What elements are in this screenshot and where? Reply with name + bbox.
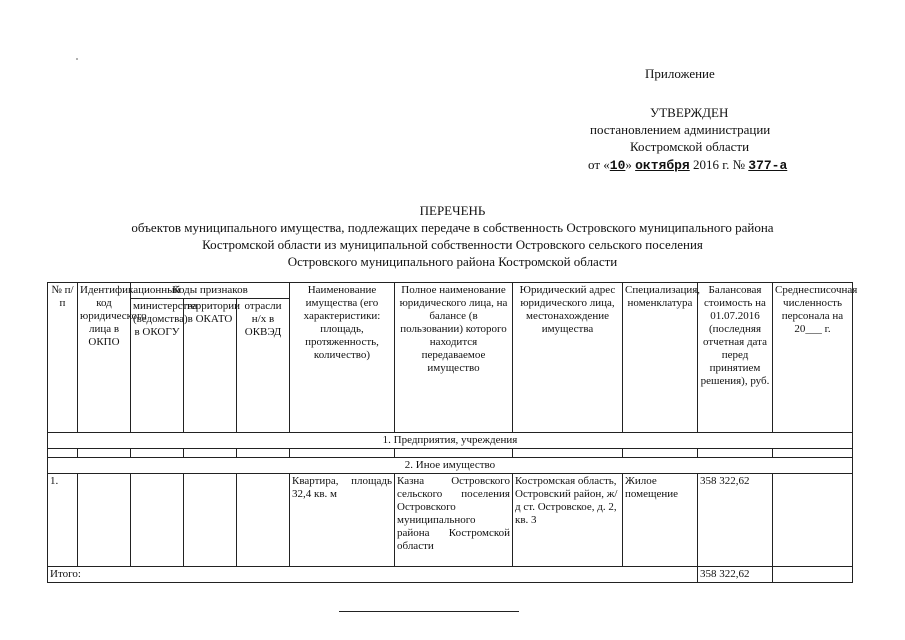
property-list-table [47, 282, 858, 583]
decree-number: 377-а [748, 158, 788, 173]
total-value: 358 322,62 [698, 567, 773, 583]
col-header-id: Идентификационный код юридического лица в ОКПО [78, 283, 131, 433]
col-header-staff: Среднесписочная численность персонала на 20___ г. [773, 283, 853, 433]
decree-date-line [588, 157, 787, 173]
total-row [48, 567, 853, 583]
approved-by-line: постановлением администрации [590, 122, 771, 137]
row-value: 358 322,62 [698, 474, 773, 567]
date-day: 10 [609, 158, 626, 173]
section-1-header: 1. Предприятия, учреждения [48, 433, 853, 449]
col-header-spec: Специализация, номенклатура [623, 283, 698, 433]
region-line: Костромской области [630, 139, 750, 154]
row-name: Квартира, площадь 32,4 кв. м [290, 474, 395, 567]
col-header-num: № п/п [48, 283, 78, 433]
appendix-label: Приложение [645, 66, 715, 81]
col-header-territory: территории в ОКАТО [184, 299, 237, 433]
row-spec: Жилое помещение [623, 474, 698, 567]
col-header-address: Юридический адрес юридического лица, местонахождение имущества [513, 283, 623, 433]
title-line-3: Островского муниципального района Костромской области [287, 254, 618, 269]
table-row [48, 474, 853, 567]
col-header-name: Наименование имущества (его характеристики: площадь, протяженность, количество) [290, 283, 395, 433]
date-year: 2016 г. № [692, 157, 746, 172]
col-header-fullname: Полное наименование юридического лица, на балансе (в пользовании) которого находится передаваемое имущество [395, 283, 513, 433]
footer-divider [339, 611, 519, 612]
document-title: ПЕРЕЧЕНЬ [419, 203, 486, 218]
col-header-ministry: министерства (ведомства) в ОКОГУ [131, 299, 184, 433]
col-header-codes: Коды признаков [131, 283, 290, 299]
col-header-value: Балансовая стоимость на 01.07.2016 (последняя отчетная дата перед принятием решения), руб. [698, 283, 773, 433]
title-line-1: объектов муниципального имущества, подлежащих передаче в собственность Островского муниципального района [131, 220, 774, 235]
date-close: » [625, 157, 632, 172]
date-month: октября [635, 158, 690, 173]
col-header-branch: отрасли н/х в ОКВЭД [237, 299, 290, 433]
date-prefix: от « [588, 157, 610, 172]
approved-label: УТВЕРЖДЕН [650, 105, 729, 120]
row-fullname: Казна Островского сельского поселения Островского муниципального района Костромской области [395, 474, 513, 567]
total-label: Итого: [48, 567, 698, 583]
row-num: 1. [48, 474, 78, 567]
section-2-header: 2. Иное имущество [48, 458, 853, 474]
scan-speck [76, 58, 78, 60]
title-line-2: Костромской области из муниципальной собственности Островского сельского поселения [202, 237, 703, 252]
row-address: Костромская область, Островский район, ж/д ст. Островское, д. 2, кв. 3 [513, 474, 623, 567]
